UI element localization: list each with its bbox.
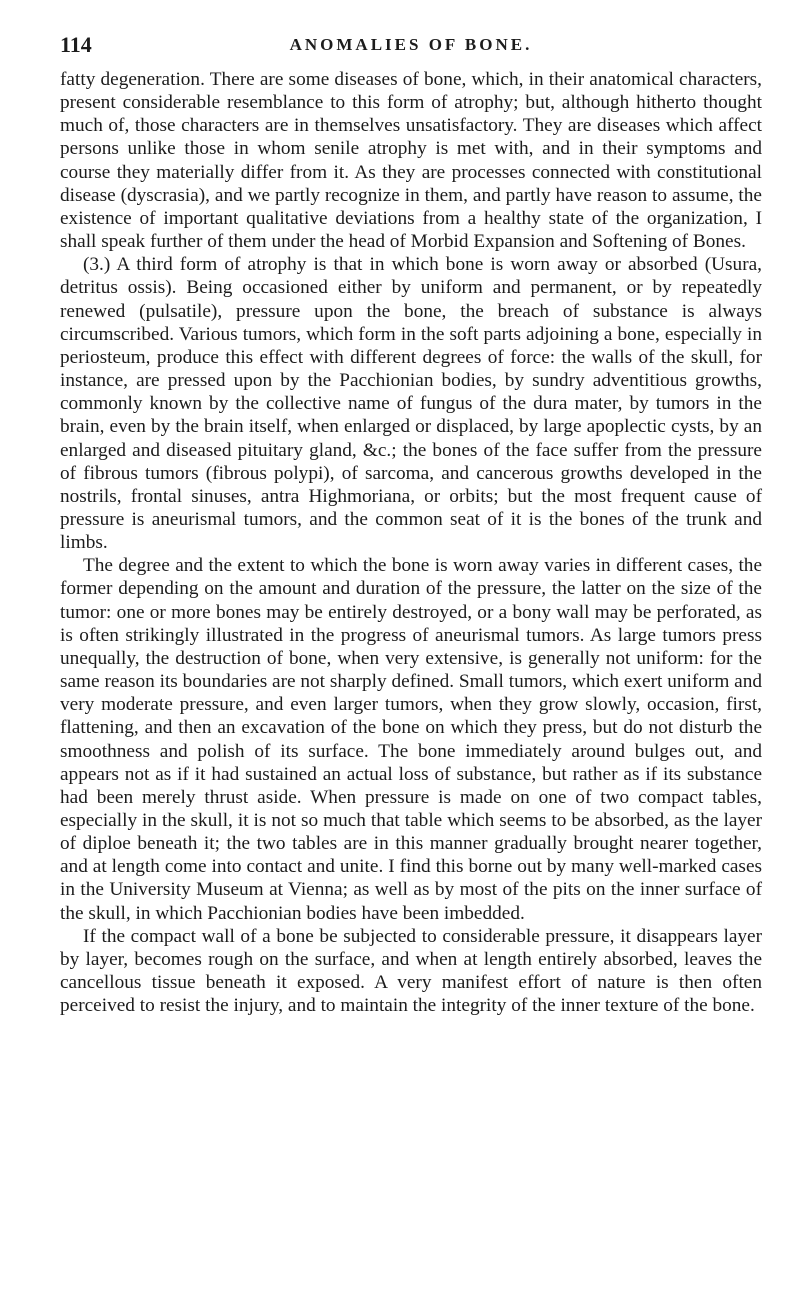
body-text bbox=[60, 68, 762, 1017]
running-head: ANOMALIES OF BONE. bbox=[289, 35, 533, 54]
paragraph-compact-wall: If the compact wall of a bone be subjected to considerable pressure, it disappears layer by layer, becomes rough on the surface, and when at length entirely absorbed, leaves the cancellous tissue beneath it exposed. A very manifest effort of nature is then often perceived to resist the injury, and to maintain the integrity of the inner texture of the bone. bbox=[60, 925, 762, 1017]
paragraph-continuation: fatty degeneration. There are some diseases of bone, which, in their anatomical characters, present considerable resemblance to this form of atrophy; but, although hitherto thought much of, those characters are in themselves unsatisfactory. They are diseases which affect persons unlike those in whom senile atrophy is met with, and in their symptoms and course they materially differ from it. As they are processes connected with constitutional disease (dyscrasia), and we partly recognize in them, and partly have reason to assume, the existence of important qualitative deviations from a healthy state of the organization, I shall speak further of them under the head of Morbid Expansion and Softening of Bones. bbox=[60, 69, 762, 253]
paragraph-third-form-atrophy: (3.) A third form of atrophy is that in which bone is worn away or absorbed (Usura, detritus ossis). Being occasioned either by uniform and permanent, or by repeatedly renewed (pulsatile), pressure upon the bone, the breach of substance is always circumscribed. Various tumors, which form in the soft parts adjoining a bone, especially in periosteum, produce this effect with different degrees of force: the walls of the skull, for instance, are pressed upon by the Pacchionian bodies, by sundry adventitious growths, commonly known by the collective name of fungus of the dura mater, by tumors in the brain, even by the brain itself, when enlarged or displaced, by large apoplectic cysts, by an enlarged and diseased pituitary gland, &c.; the bones of the face suffer from the pressure of fibrous tumors (fibrous polypi), of sarcoma, and cancerous growths developed in the nostrils, frontal sinuses, antra Highmoriana, or orbits; but the most frequent cause of pressure is aneurismal tumors, and the common seat of it is the bones of the trunk and limbs. bbox=[60, 254, 762, 554]
page-header bbox=[60, 30, 762, 68]
page-number: 114 bbox=[60, 32, 92, 57]
book-page bbox=[60, 30, 762, 1017]
paragraph-degree-extent: The degree and the extent to which the bone is worn away varies in different cases, the former depending on the amount and duration of the pressure, the latter on the size of the tumor: one or more bones may be entirely destroyed, or a bony wall may be perforated, as is often strikingly illustrated in the progress of aneurismal tumors. As large tumors press unequally, the destruction of bone, when very extensive, is generally not uniform: for the same reason its boundaries are not sharply defined. Small tumors, which exert uniform and very moderate pressure, and even larger tumors, when they grow slowly, occasion, first, flattening, and then an excavation of the bone on which they press, but do not disturb the smoothness and polish of its surface. The bone immediately around bulges out, and appears not as if it had sustained an actual loss of substance, but rather as if its substance had been merely thrust aside. When pressure is made on one of two compact tables, especially in the skull, it is not so much that table which seems to be absorbed, as the layer of diploe beneath it; the two tables are in this manner gradually brought nearer together, and at length come into contact and unite. I find this borne out by many well-marked cases in the University Museum at Vienna; as well as by most of the pits on the inner surface of the skull, in which Pacchionian bodies have been imbedded. bbox=[60, 555, 762, 924]
